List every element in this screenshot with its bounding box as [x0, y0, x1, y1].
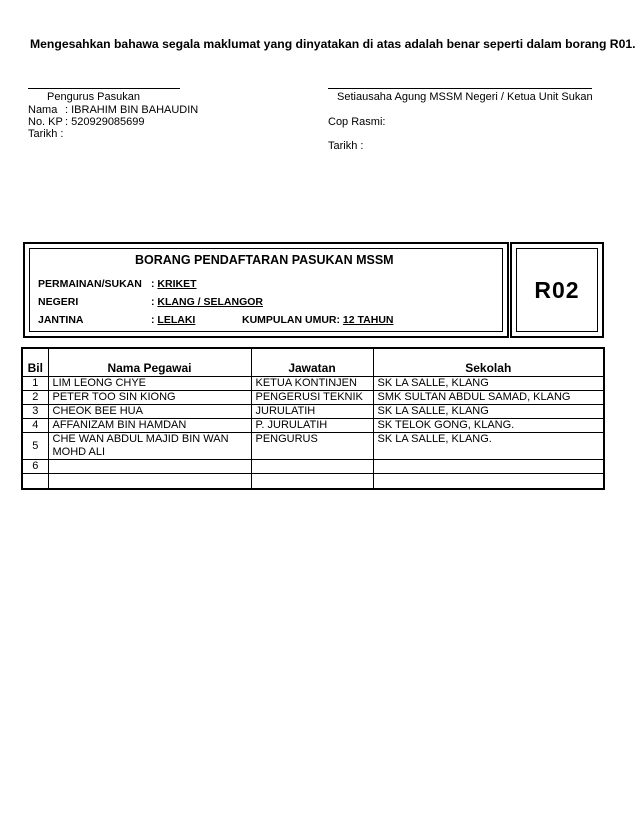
official-stamp-label: Cop Rasmi:: [328, 116, 386, 128]
row-name: LIM LEONG CHYE: [48, 377, 251, 391]
colon: :: [151, 278, 155, 290]
table-row: [22, 405, 604, 419]
row-name: [48, 460, 251, 474]
sport-label: PERMAINAN/SUKAN: [38, 278, 142, 290]
footer-cell: [251, 474, 373, 490]
row-school: SK LA SALLE, KLANG: [373, 405, 604, 419]
secretary-role: Setiausaha Agung MSSM Negeri / Ketua Unit Sukan: [337, 91, 593, 103]
left-date-label: Tarikh :: [28, 128, 64, 140]
sport-value-row: [151, 278, 197, 290]
row-bil: 1: [22, 377, 48, 391]
age-group-value: 12 TAHUN: [342, 314, 394, 326]
row-position: PENGURUS: [251, 433, 373, 460]
left-signature-line: [28, 88, 180, 89]
row-school: SK LA SALLE, KLANG.: [373, 433, 604, 460]
right-signature-line: [328, 88, 592, 89]
footer-cell: [22, 474, 48, 490]
table-header-row: [22, 348, 604, 377]
age-group-row: [242, 314, 393, 326]
sport-value: KRIKET: [157, 278, 197, 290]
state-label: NEGERI: [38, 296, 79, 308]
header-position: Jawatan: [251, 348, 373, 377]
manager-name: : IBRAHIM BIN BAHAUDIN: [65, 104, 199, 116]
row-bil: 3: [22, 405, 48, 419]
table-row: [22, 391, 604, 405]
state-value: KLANG / SELANGOR: [157, 296, 264, 308]
row-school: SK LA SALLE, KLANG: [373, 377, 604, 391]
officials-table: [21, 347, 605, 490]
header-bil: Bil: [22, 348, 48, 377]
colon: :: [151, 314, 155, 326]
form-code-box: [510, 242, 604, 338]
row-bil: 5: [22, 433, 48, 460]
row-name: CHEOK BEE HUA: [48, 405, 251, 419]
row-position: P. JURULATIH: [251, 419, 373, 433]
gender-value-row: [151, 314, 195, 326]
age-group-label: KUMPULAN UMUR:: [242, 314, 340, 326]
row-school: SMK SULTAN ABDUL SAMAD, KLANG: [373, 391, 604, 405]
team-manager-role: Pengurus Pasukan: [47, 91, 140, 103]
row-bil: 4: [22, 419, 48, 433]
row-bil: 2: [22, 391, 48, 405]
row-position: [251, 460, 373, 474]
table-footer-row: [22, 474, 604, 490]
form-title: BORANG PENDAFTARAN PASUKAN MSSM: [135, 253, 394, 267]
row-position: PENGERUSI TEKNIK: [251, 391, 373, 405]
table-row: [22, 377, 604, 391]
manager-kp: : 520929085699: [65, 116, 145, 128]
footer-cell: [48, 474, 251, 490]
declaration-text: Mengesahkan bahawa segala maklumat yang dinyatakan di atas adalah benar seperti dalam borang R01.: [30, 37, 636, 51]
footer-cell: [373, 474, 604, 490]
table-row: [22, 460, 604, 474]
row-name: CHE WAN ABDUL MAJID BIN WAN MOHD ALI: [48, 433, 251, 460]
row-position: JURULATIH: [251, 405, 373, 419]
gender-label: JANTINA: [38, 314, 84, 326]
header-name: Nama Pegawai: [48, 348, 251, 377]
row-school: [373, 460, 604, 474]
table-row: [22, 419, 604, 433]
header-school: Sekolah: [373, 348, 604, 377]
row-name: AFFANIZAM BIN HAMDAN: [48, 419, 251, 433]
table-row: [22, 433, 604, 460]
form-code: R02: [516, 248, 598, 332]
colon: :: [151, 296, 155, 308]
right-date-label: Tarikh :: [328, 140, 364, 152]
state-value-row: [151, 296, 263, 308]
name-label: Nama: [28, 104, 58, 116]
row-school: SK TELOK GONG, KLANG.: [373, 419, 604, 433]
kp-label: No. KP: [28, 116, 63, 128]
row-name: PETER TOO SIN KIONG: [48, 391, 251, 405]
row-position: KETUA KONTINJEN: [251, 377, 373, 391]
gender-value: LELAKI: [157, 314, 196, 326]
row-bil: 6: [22, 460, 48, 474]
